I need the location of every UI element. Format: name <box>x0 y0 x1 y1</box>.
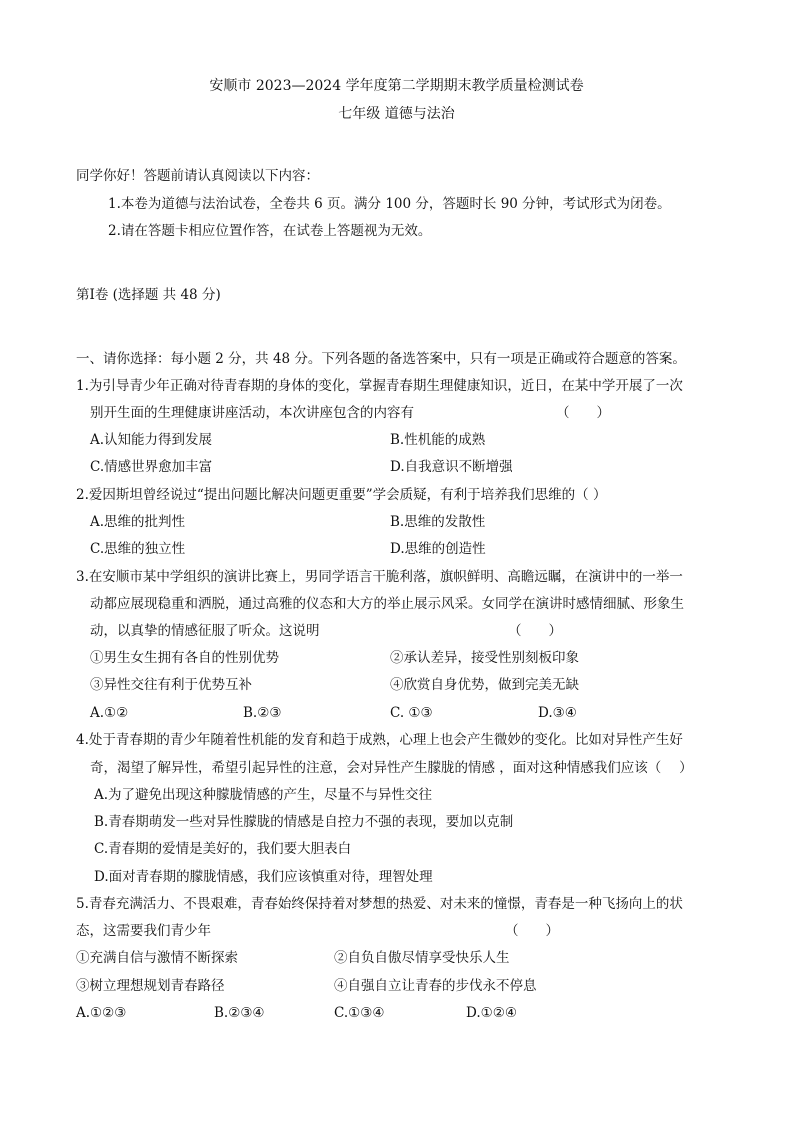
q5-answer-paren: （ ） <box>505 923 559 939</box>
q5-option-a: A.①②③ <box>76 1005 127 1021</box>
part1-heading: 第Ⅰ卷 (选择题 共 48 分) <box>76 287 221 303</box>
q3-option-b: B.②③ <box>243 705 282 721</box>
q5-stem-line1: 5.青春充满活力、不畏艰难，青春始终保持着对梦想的热爱、对未来的憧憬，青春是一种飞扬向上的状 <box>76 896 683 912</box>
q5-statement-1: ①充满自信与激情不断探索 <box>76 950 238 966</box>
q2-option-c: C.思维的独立性 <box>90 541 186 557</box>
notice-item-1: 1.本卷为道德与法治试卷，全卷共 6 页。满分 100 分，答题时长 90 分钟，考试形式为闭卷。 <box>108 196 671 212</box>
q3-answer-paren: （ ） <box>508 623 562 639</box>
q5-stem-line2: 态，这需要我们青少年 <box>76 923 211 939</box>
q4-option-a: A.为了避免出现这种朦胧情感的产生，尽量不与异性交往 <box>94 787 433 803</box>
q2-stem-line1: 2.爱因斯坦曾经说过“提出问题比解决问题更重要”学会质疑，有利于培养我们思维的（ ） <box>76 487 607 503</box>
q3-option-d: D.③④ <box>538 705 577 721</box>
notice-item-2: 2.请在答题卡相应位置作答，在试卷上答题视为无效。 <box>108 223 432 239</box>
q3-stem-line2: 动都应展现稳重和洒脱，通过高雅的仪态和大方的举止展示风采。女同学在演讲时感情细腻、形象生 <box>90 596 684 612</box>
q1-stem-line2: 别开生面的生理健康讲座活动，本次讲座包含的内容有 <box>90 405 414 421</box>
q4-stem-line1: 4.处于青春期的青少年随着性机能的发育和趋于成熟，心理上也会产生微妙的变化。比如对异性产生好 <box>76 732 683 748</box>
q1-answer-paren: （ ） <box>556 405 610 421</box>
q1-option-d: D.自我意识不断增强 <box>390 459 513 475</box>
q3-statement-3: ③异性交往有利于优势互补 <box>90 677 252 693</box>
q2-option-d: D.思维的创造性 <box>390 541 486 557</box>
q5-statement-2: ②自负自傲尽情享受快乐人生 <box>334 950 510 966</box>
q1-option-b: B.性机能的成熟 <box>390 432 486 448</box>
q4-option-d: D.面对青春期的朦胧情感，我们应该慎重对待，理智处理 <box>94 869 433 885</box>
q1-stem-line1: 1.为引导青少年正确对待青春期的身体的变化，掌握青春期生理健康知识，近日，在某中学开展了一次 <box>76 378 683 394</box>
q3-option-a: A.①② <box>90 705 129 721</box>
part1-instruction: 一、请你选择：每小题 2 分，共 48 分。下列各题的备选答案中，只有一项是正确或符合题意的答案。 <box>76 351 686 367</box>
q4-option-b: B.青春期萌发一些对异性朦胧的情感是自控力不强的表现，要加以克制 <box>94 814 514 830</box>
q4-stem-line2: 奇，渴望了解异性，希望引起异性的注意，会对异性产生朦胧的情感 ，面对这种情感我们应该（ ） <box>90 760 693 776</box>
q3-stem-line1: 3.在安顺市某中学组织的演讲比赛上，男同学语言干脆利落，旗帜鲜明、高瞻远瞩，在演讲中的一举一 <box>76 569 683 585</box>
exam-subtitle: 七年级 道德与法治 <box>338 106 455 122</box>
q2-option-a: A.思维的批判性 <box>90 514 186 530</box>
q1-option-c: C.情感世界愈加丰富 <box>90 459 213 475</box>
exam-title: 安顺市 2023—2024 学年度第二学期期末教学质量检测试卷 <box>209 78 584 94</box>
notice-greeting: 同学你好！答题前请认真阅读以下内容： <box>76 168 319 184</box>
q5-option-b: B.②③④ <box>214 1005 265 1021</box>
q3-option-c: C. ①③ <box>390 705 433 721</box>
q3-statement-2: ②承认差异，接受性别刻板印象 <box>390 650 579 666</box>
q5-option-c: C.①③④ <box>334 1005 385 1021</box>
q4-option-c: C.青春期的爱情是美好的，我们要大胆表白 <box>94 841 352 857</box>
q3-statement-1: ①男生女生拥有各自的性别优势 <box>90 650 279 666</box>
q5-option-d: D.①②④ <box>466 1005 517 1021</box>
q2-option-b: B.思维的发散性 <box>390 514 486 530</box>
q1-option-a: A.认知能力得到发展 <box>90 432 213 448</box>
q5-statement-3: ③树立理想规划青春路径 <box>76 978 225 994</box>
q5-statement-4: ④自强自立让青春的步伐永不停息 <box>334 978 537 994</box>
q3-statement-4: ④欣赏自身优势，做到完美无缺 <box>390 677 579 693</box>
q3-stem-line3: 动，以真挚的情感征服了听众。这说明 <box>90 623 320 639</box>
